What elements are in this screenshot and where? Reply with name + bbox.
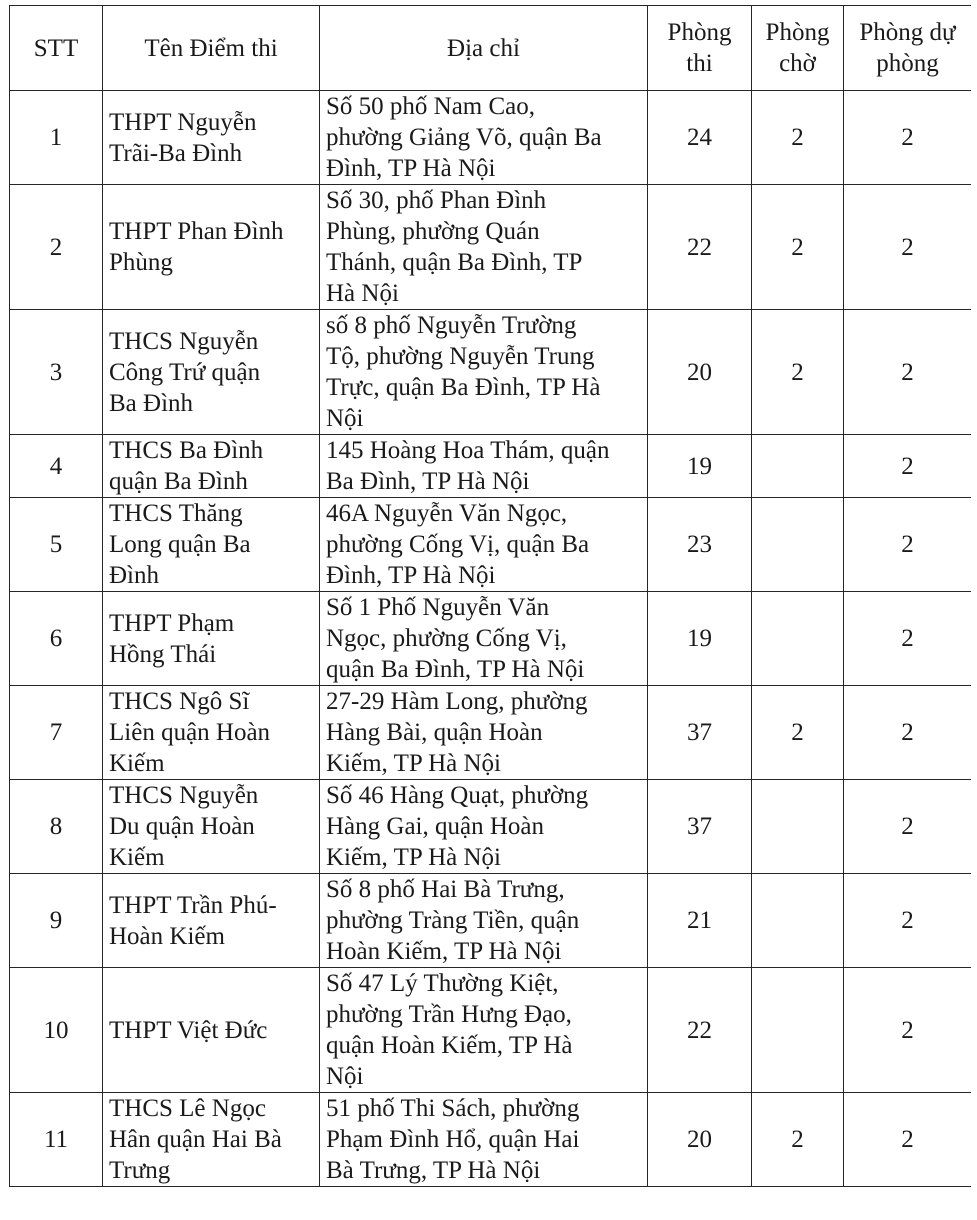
header-row [10,6,972,91]
cell-address: Số 30, phố Phan Đình Phùng, phường Quán Thánh, quận Ba Đình, TP Hà Nội [320,185,648,310]
cell-site-name: THPT Phan Đình Phùng [103,185,320,310]
header-reserve-rooms: Phòng dự phòng [844,6,972,91]
cell-stt: 1 [10,91,103,185]
cell-address: 46A Nguyễn Văn Ngọc, phường Cống Vị, quận Ba Đình, TP Hà Nội [320,498,648,592]
cell-site-name: THCS Nguyễn Công Trứ quận Ba Đình [103,310,320,435]
cell-waiting-rooms [752,435,844,498]
cell-address: Số 46 Hàng Quạt, phường Hàng Gai, quận Hoàn Kiếm, TP Hà Nội [320,780,648,874]
table-row [10,592,972,686]
cell-site-name: THCS Ba Đình quận Ba Đình [103,435,320,498]
cell-waiting-rooms [752,592,844,686]
table-row [10,91,972,185]
cell-waiting-rooms: 2 [752,185,844,310]
cell-reserve-rooms: 2 [844,310,972,435]
cell-reserve-rooms: 2 [844,185,972,310]
cell-site-name: THPT Việt Đức [103,968,320,1093]
cell-site-name: THCS Thăng Long quận Ba Đình [103,498,320,592]
cell-address: 51 phố Thi Sách, phường Phạm Đình Hổ, quận Hai Bà Trưng, TP Hà Nội [320,1093,648,1187]
exam-sites-sheet [9,5,971,1220]
cell-site-name: THCS Nguyễn Du quận Hoàn Kiếm [103,780,320,874]
cell-waiting-rooms: 2 [752,91,844,185]
cell-stt: 7 [10,686,103,780]
table-row [10,435,972,498]
table-row [10,780,972,874]
cell-waiting-rooms [752,498,844,592]
cell-stt: 5 [10,498,103,592]
cell-site-name: THPT Phạm Hồng Thái [103,592,320,686]
header-waiting-rooms: Phòng chờ [752,6,844,91]
cell-site-name: THCS Lê Ngọc Hân quận Hai Bà Trưng [103,1093,320,1187]
table-row [10,686,972,780]
cell-stt: 6 [10,592,103,686]
cell-address: Số 50 phố Nam Cao, phường Giảng Võ, quận Ba Đình, TP Hà Nội [320,91,648,185]
exam-sites-table [9,5,971,1187]
table-row [10,498,972,592]
cell-address: 145 Hoàng Hoa Thám, quận Ba Đình, TP Hà Nội [320,435,648,498]
cell-stt: 11 [10,1093,103,1187]
cell-exam-rooms: 20 [648,310,752,435]
cell-exam-rooms: 24 [648,91,752,185]
cell-waiting-rooms [752,780,844,874]
table-row [10,310,972,435]
cell-exam-rooms: 21 [648,874,752,968]
cell-address: Số 1 Phố Nguyễn Văn Ngọc, phường Cống Vị, quận Ba Đình, TP Hà Nội [320,592,648,686]
cell-stt: 3 [10,310,103,435]
cell-waiting-rooms: 2 [752,686,844,780]
cell-exam-rooms: 19 [648,592,752,686]
cell-exam-rooms: 37 [648,780,752,874]
cell-exam-rooms: 22 [648,968,752,1093]
cell-reserve-rooms: 2 [844,968,972,1093]
cell-reserve-rooms: 2 [844,1093,972,1187]
cell-reserve-rooms: 2 [844,592,972,686]
cell-reserve-rooms: 2 [844,874,972,968]
cell-waiting-rooms [752,874,844,968]
cell-reserve-rooms: 2 [844,498,972,592]
cell-address: số 8 phố Nguyễn Trường Tộ, phường Nguyễn Trung Trực, quận Ba Đình, TP Hà Nội [320,310,648,435]
cell-waiting-rooms: 2 [752,1093,844,1187]
cell-waiting-rooms: 2 [752,310,844,435]
cell-exam-rooms: 22 [648,185,752,310]
cell-exam-rooms: 20 [648,1093,752,1187]
cell-waiting-rooms [752,968,844,1093]
cell-stt: 9 [10,874,103,968]
cell-site-name: THPT Trần Phú- Hoàn Kiếm [103,874,320,968]
cell-site-name: THPT Nguyễn Trãi-Ba Đình [103,91,320,185]
cell-stt: 8 [10,780,103,874]
cell-reserve-rooms: 2 [844,686,972,780]
table-row [10,185,972,310]
cell-reserve-rooms: 2 [844,780,972,874]
cell-address: Số 8 phố Hai Bà Trưng, phường Tràng Tiền, quận Hoàn Kiếm, TP Hà Nội [320,874,648,968]
cell-address: 27-29 Hàm Long, phường Hàng Bài, quận Hoàn Kiếm, TP Hà Nội [320,686,648,780]
table-row [10,1093,972,1187]
cell-reserve-rooms: 2 [844,435,972,498]
cell-reserve-rooms: 2 [844,91,972,185]
cell-site-name: THCS Ngô Sĩ Liên quận Hoàn Kiếm [103,686,320,780]
table-row [10,874,972,968]
cell-exam-rooms: 23 [648,498,752,592]
cell-exam-rooms: 37 [648,686,752,780]
header-exam-rooms: Phòng thi [648,6,752,91]
cell-address: Số 47 Lý Thường Kiệt, phường Trần Hưng Đạo, quận Hoàn Kiếm, TP Hà Nội [320,968,648,1093]
header-address: Địa chỉ [320,6,648,91]
table-body [10,91,972,1187]
cell-stt: 2 [10,185,103,310]
cell-exam-rooms: 19 [648,435,752,498]
table-row [10,968,972,1093]
cell-stt: 10 [10,968,103,1093]
header-site-name: Tên Điểm thi [103,6,320,91]
header-stt: STT [10,6,103,91]
cell-stt: 4 [10,435,103,498]
